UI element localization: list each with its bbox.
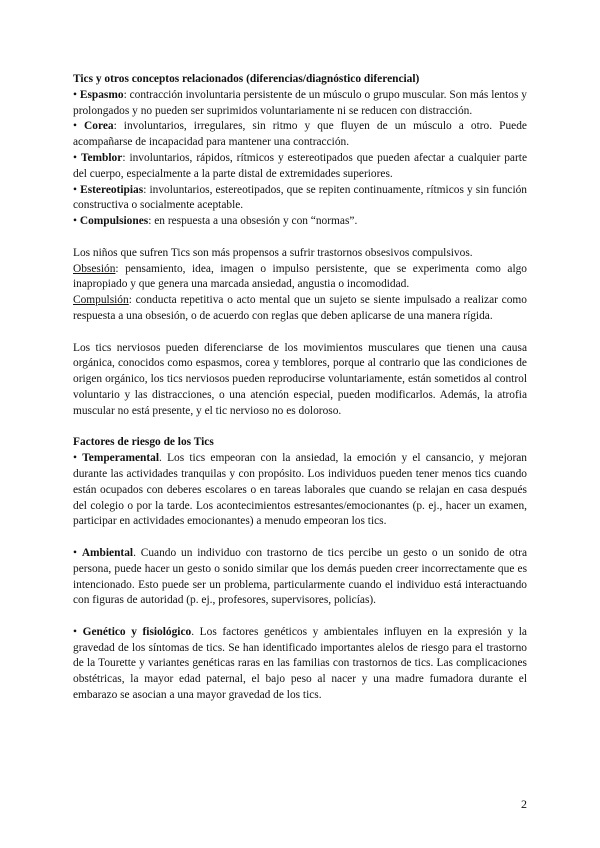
list-item-corea: • Corea: involuntarios, irregulares, sin ritmo y que fluyen de un músculo a otro. Puede acompañarse de incapacidad para mantener una contracción. <box>73 120 527 149</box>
risk-factor-genetico: • Genético y fisiológico. Los factores genéticos y ambientales influyen en la expresión y la gravedad de los síntomas de tics. Se han identificado importantes alelos de riesgo para el trastorno de la Tourette y variantes genéticas raras en las familias con trastornos de tics. Las complicaciones obstétricas, la mayor edad paternal, el bajo peso al nacer y una madre fumadora durante el embarazo se asocian a una mayor gravedad de los tics. <box>73 625 527 702</box>
paragraph-obsesion: Obsesión: pensamiento, idea, imagen o impulso persistente, que se experimenta como algo inapropiado y que genera una marcada ansiedad, angustia o incomodidad. <box>73 262 527 291</box>
paragraph-compulsion: Compulsión: conducta repetitiva o acto mental que un sujeto se siente impulsado a realizar como respuesta a una obsesión, o de acuerdo con reglas que deben aplicarse de una manera rígida. <box>73 294 527 322</box>
risk-factor-ambiental: • Ambiental. Cuando un individuo con trastorno de tics percibe un gesto o un sonido de otra persona, puede hacer un gesto o sonido similar que los demás pueden creer incorrectamente que es intencionado. Esto puede ser un problema, particularmente cuando el individuo está interactuando con figuras de autoridad (p. ej., profesores, supervisores, policías). <box>73 546 527 607</box>
section-heading-risk-factors: Factores de riesgo de los Tics <box>73 436 214 449</box>
list-item-estereotipias: • Estereotipias: involuntarios, estereotipados, que se repiten continuamente, rítmicos y sin función constructiva o socialmente aceptable. <box>73 183 528 212</box>
risk-factor-temperamental: • Temperamental. Los tics empeoran con la ansiedad, la emoción y el cansancio, y mejoran durante las actividades tranquilas y con propósito. Los individuos pueden tener menos tics cuando están ocupados con deberes escolares o en tareas laborales que cuando se relajan en casa después del colegio o por la tarde. Los acontecimientos estresantes/emocionantes (p. ej., hacer un examen, participar en actividades emocionantes) a menudo empeoran los tics. <box>73 452 527 528</box>
paragraph-toc-intro: Los niños que sufren Tics son más propensos a sufrir trastornos obsesivos compulsivos. <box>73 246 473 259</box>
term-compulsion: Compulsión <box>73 294 129 307</box>
section-heading-tics: Tics y otros conceptos relacionados (diferencias/diagnóstico diferencial) <box>73 73 420 85</box>
paragraph-differential: Los tics nerviosos pueden diferenciarse de los movimientos musculares que tienen una causa orgánica, conocidos como espasmos, corea y temblores, porque al contrario que las condiciones de origen orgánico, los tics nerviosos pueden reproducirse voluntariamente, están sometidos al control voluntario y las distracciones, o una atención especial, pueden modificarlos. Además, la atrofia muscular no está presente, y el tic nervioso no es doloroso. <box>73 341 527 417</box>
list-item-temblor: • Temblor: involuntarios, rápidos, rítmicos y estereotipados que pueden afectar a cualquier parte del cuerpo, especialmente a la parte distal de extremidades superiores. <box>73 151 528 180</box>
page-number: 2 <box>521 797 527 811</box>
term-obsesion: Obsesión <box>73 262 116 275</box>
list-item-espasmo: • Espasmo: contracción involuntaria persistente de un músculo o grupo muscular. Son más lentos y prolongados y no pueden ser suprimidos voluntariamente ni se reducen con distracción. <box>73 88 527 117</box>
list-item-compulsiones: • Compulsiones: en respuesta a una obsesión y con “normas”. <box>73 215 358 228</box>
